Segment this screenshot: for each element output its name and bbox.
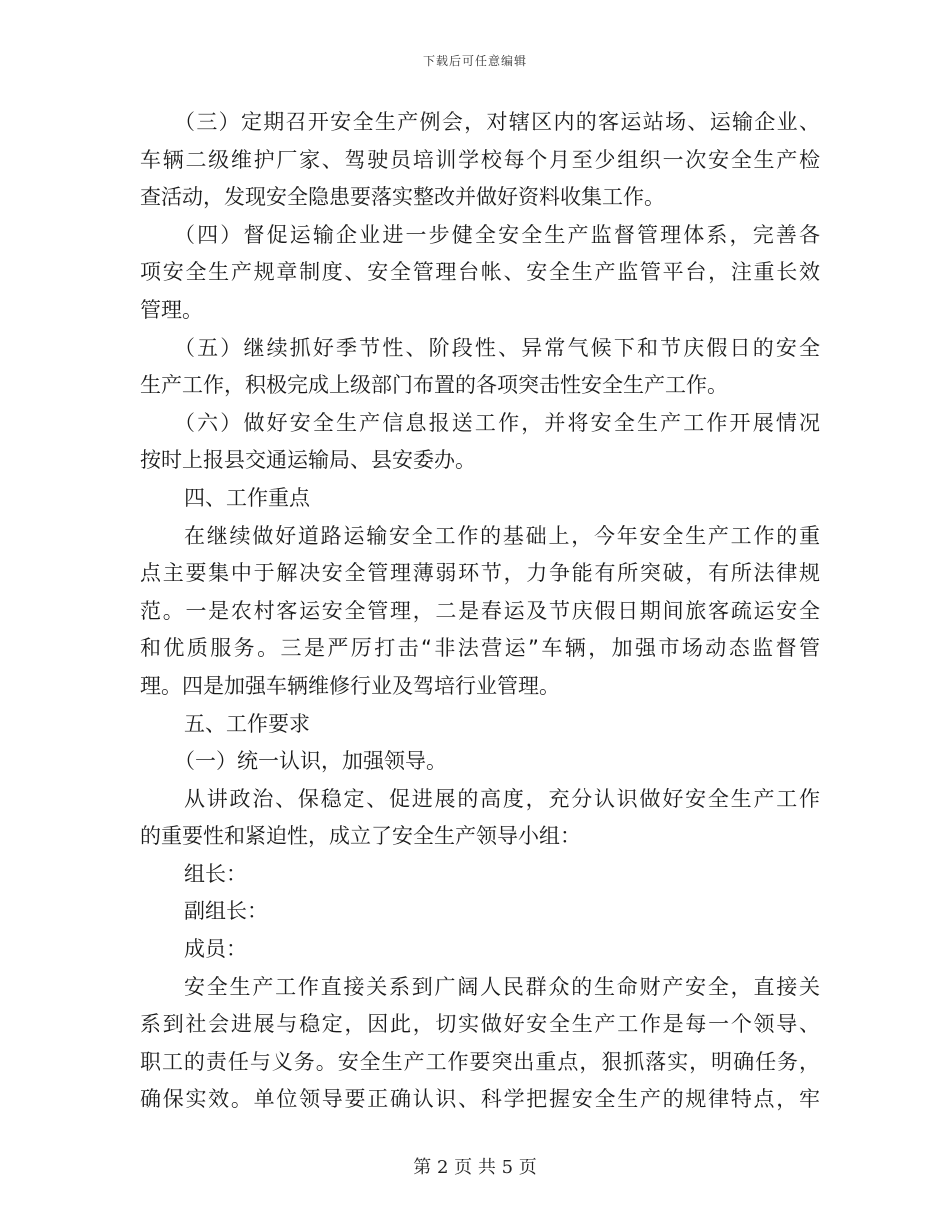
subsection-heading: （一）统一认识，加强领导。	[174, 749, 447, 774]
paragraph-line: 确保实效。单位领导要正确认识、科学把握安全生产的规律特点，牢	[140, 1087, 820, 1112]
paragraph-line: 查活动，发现安全隐患要落实整改并做好资料收集工作。	[140, 185, 665, 210]
section-heading: 四、工作重点	[184, 485, 310, 510]
paragraph-line: （五）继续抓好季节性、阶段性、异常气候下和节庆假日的安全	[174, 335, 820, 360]
paragraph-line: （六）做好安全生产信息报送工作，并将安全生产工作开展情况	[174, 410, 820, 435]
roster-label-members: 成员：	[184, 937, 247, 962]
roster-label-leader: 组长：	[184, 861, 247, 886]
document-body	[140, 104, 820, 1119]
paragraph-line: 理。四是加强车辆维修行业及驾培行业管理。	[140, 673, 560, 698]
paragraph-line: （四）督促运输企业进一步健全安全生产监督管理体系，完善各	[174, 222, 820, 247]
paragraph-line: 的重要性和紧迫性，成立了安全生产领导小组：	[140, 824, 581, 849]
paragraph-line: 生产工作，积极完成上级部门布置的各项突击性安全生产工作。	[140, 373, 728, 398]
page-header: 下载后可任意编辑	[422, 54, 527, 68]
paragraph-line: 系到社会进展与稳定，因此，切实做好安全生产工作是每一个领导、	[140, 1012, 820, 1037]
paragraph-line: 点主要集中于解决安全管理薄弱环节，力争能有所突破，有所法律规	[140, 561, 820, 586]
paragraph-line: 职工的责任与义务。安全生产工作要突出重点，狠抓落实，明确任务，	[140, 1049, 820, 1074]
section-heading: 五、工作要求	[184, 711, 310, 736]
paragraph-line: 管理。	[140, 297, 203, 322]
paragraph-line: 车辆二级维护厂家、驾驶员培训学校每个月至少组织一次安全生产检	[140, 147, 820, 172]
paragraph-line: 项安全生产规章制度、安全管理台帐、安全生产监管平台，注重长效	[140, 260, 820, 285]
paragraph-line: （三）定期召开安全生产例会，对辖区内的客运站场、运输企业、	[174, 110, 820, 134]
paragraph-line: 安全生产工作直接关系到广阔人民群众的生命财产安全，直接关	[184, 974, 820, 999]
roster-label-deputy: 副组长：	[184, 899, 268, 924]
paragraph-line: 在继续做好道路运输安全工作的基础上，今年安全生产工作的重	[184, 523, 820, 548]
paragraph-line: 从讲政治、保稳定、促进展的高度，充分认识做好安全生产工作	[184, 786, 820, 811]
paragraph-line: 和优质服务。三是严厉打击“非法营运”车辆，加强市场动态监督管	[140, 636, 820, 661]
paragraph-line: 按时上报县交通运输局、县安委办。	[140, 448, 476, 473]
paragraph-line: 范。一是农村客运安全管理，二是春运及节庆假日期间旅客疏运安全	[140, 598, 820, 623]
page-number: 第 2 页 共 5 页	[413, 1157, 537, 1178]
